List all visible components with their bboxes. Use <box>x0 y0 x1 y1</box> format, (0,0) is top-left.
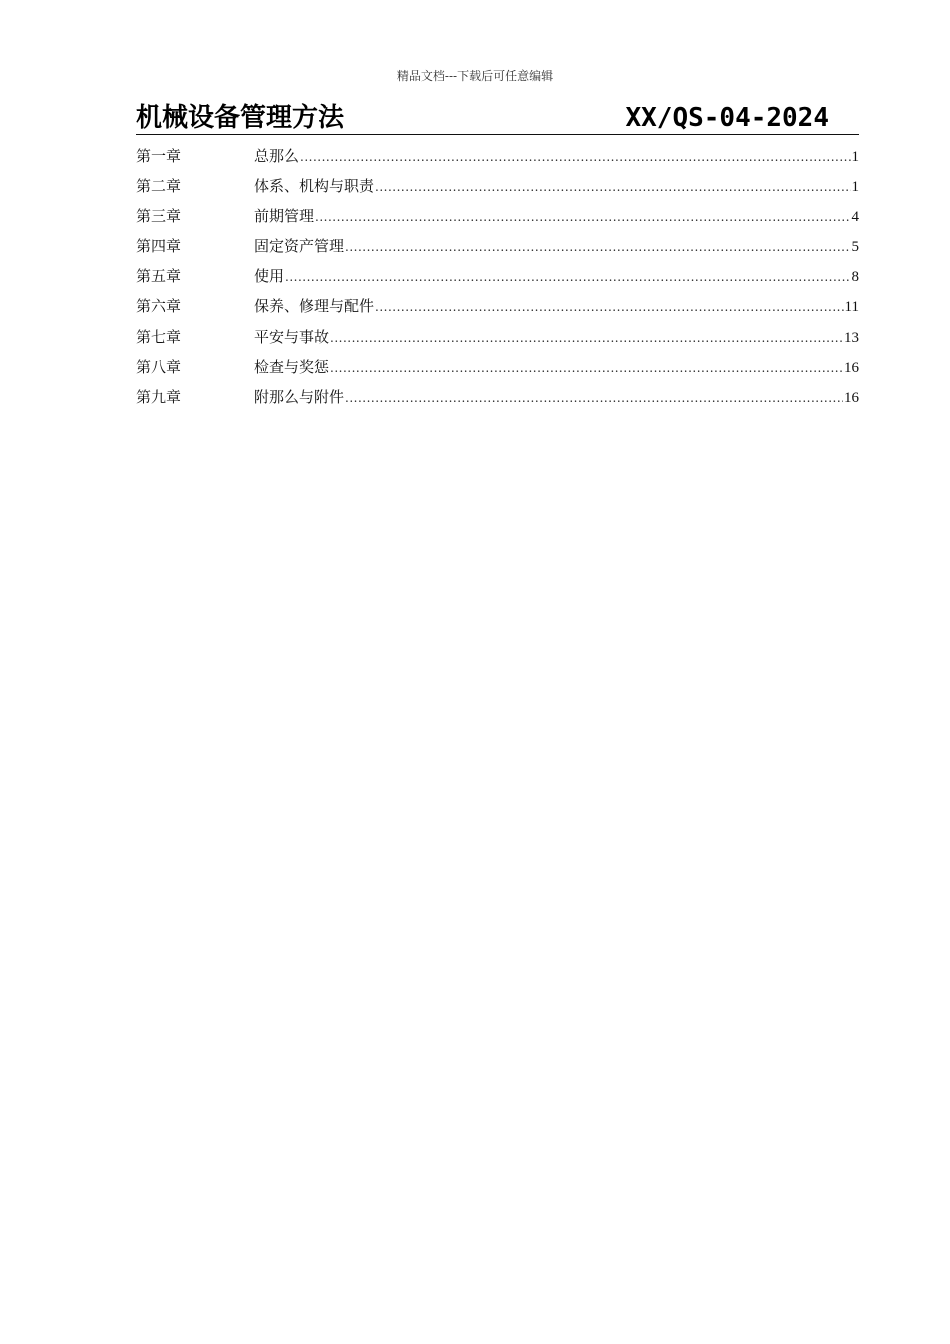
toc-leader-dots <box>330 327 843 349</box>
toc-title: 平安与事故 <box>254 327 330 346</box>
title-row <box>136 100 859 135</box>
toc-page-number: 8 <box>851 269 859 286</box>
toc-title: 固定资产管理 <box>254 237 345 256</box>
toc-entry[interactable] <box>136 326 859 356</box>
toc-leader-dots <box>375 176 850 198</box>
toc-leader-dots <box>375 296 844 318</box>
toc-entry[interactable] <box>136 295 859 325</box>
toc-chapter: 第四章 <box>136 237 182 256</box>
header-note: 精品文档---下载后可任意编辑 <box>396 69 554 83</box>
toc-page-number: 1 <box>851 179 859 196</box>
toc-entry[interactable] <box>136 265 859 295</box>
toc-page-number: 13 <box>844 329 859 346</box>
toc-entry[interactable] <box>136 235 859 265</box>
table-of-contents <box>136 145 859 416</box>
toc-chapter: 第七章 <box>136 327 182 346</box>
toc-page-number: 16 <box>844 389 859 406</box>
toc-leader-dots <box>330 357 843 379</box>
toc-title: 总那么 <box>254 147 300 165</box>
toc-title: 使用 <box>254 267 285 286</box>
toc-title: 体系、机构与职责 <box>254 177 375 196</box>
toc-chapter: 第二章 <box>136 177 182 196</box>
toc-page-number: 5 <box>851 239 859 256</box>
toc-title: 附那么与附件 <box>254 387 345 406</box>
toc-leader-dots <box>300 146 850 168</box>
toc-title: 检查与奖惩 <box>254 357 330 376</box>
document-title: 机械设备管理方法 <box>136 103 345 133</box>
toc-chapter: 第八章 <box>136 357 182 376</box>
toc-leader-dots <box>285 266 850 288</box>
toc-chapter: 第九章 <box>136 387 182 406</box>
toc-chapter: 第一章 <box>136 147 182 165</box>
document-code: XX/QS-04-2024 <box>625 103 829 133</box>
toc-title: 前期管理 <box>254 207 315 226</box>
toc-leader-dots <box>315 206 850 228</box>
toc-title: 保养、修理与配件 <box>254 297 375 316</box>
toc-chapter: 第六章 <box>136 297 182 316</box>
toc-entry[interactable] <box>136 356 859 386</box>
toc-page-number: 1 <box>851 149 859 165</box>
toc-entry[interactable] <box>136 205 859 235</box>
toc-entry[interactable] <box>136 386 859 416</box>
toc-page-number: 4 <box>851 209 859 226</box>
toc-entry[interactable] <box>136 145 859 175</box>
toc-leader-dots <box>345 236 850 258</box>
toc-chapter: 第三章 <box>136 207 182 226</box>
toc-page-number: 11 <box>844 299 859 316</box>
toc-chapter: 第五章 <box>136 267 182 286</box>
toc-page-number: 16 <box>844 359 859 376</box>
toc-entry[interactable] <box>136 175 859 205</box>
toc-leader-dots <box>345 387 843 409</box>
